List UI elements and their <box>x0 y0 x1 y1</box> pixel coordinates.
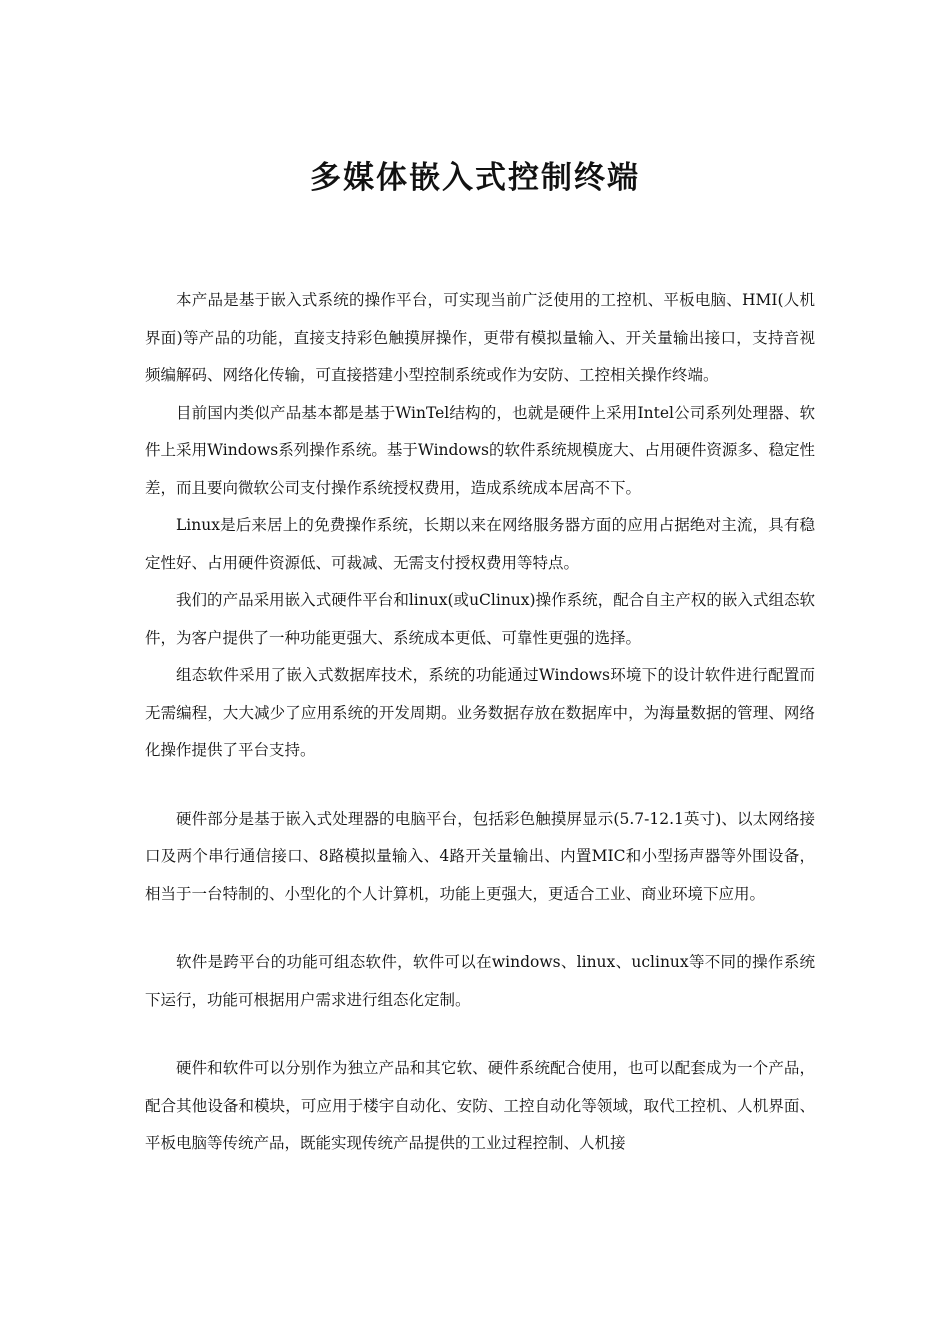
paragraph-software: 软件是跨平台的功能可组态软件，软件可以在windows、linux、uclinux等不同的操作系统下运行，功能可根据用户需求进行组态化定制。 <box>145 953 815 1009</box>
paragraph-wintel: 目前国内类似产品基本都是基于WinTel结构的，也就是硬件上采用Intel公司系列处理器、软件上采用Windows系列操作系统。基于Windows的软件系统规模庞大、占用硬件资源多、稳定性差，而且要向微软公司支付操作系统授权费用，造成系统成本居高不下。 <box>145 403 815 497</box>
paragraph-intro: 本产品是基于嵌入式系统的操作平台，可实现当前广泛使用的工控机、平板电脑、HMI(人机界面)等产品的功能，直接支持彩色触摸屏操作，更带有模拟量输入、开关量输出接口，支持音视频编解码、网络化传输，可直接搭建小型控制系统或作为安防、工控相关操作终端。 <box>145 291 815 384</box>
paragraph-config-software: 组态软件采用了嵌入式数据库技术，系统的功能通过Windows环境下的设计软件进行配置而无需编程，大大减少了应用系统的开发周期。业务数据存放在数据库中，为海量数据的管理、网络化操作提供了平台支持。 <box>145 666 815 759</box>
document-body <box>145 282 815 1163</box>
paragraph-spacer <box>145 913 815 944</box>
paragraph-our-product: 我们的产品采用嵌入式硬件平台和linux(或uClinux)操作系统，配合自主产权的嵌入式组态软件，为客户提供了一种功能更强大、系统成本更低、可靠性更强的选择。 <box>145 591 815 647</box>
paragraph-spacer <box>145 1019 815 1050</box>
paragraph-linux: Linux是后来居上的免费操作系统，长期以来在网络服务器方面的应用占据绝对主流，具有稳定性好、占用硬件资源低、可裁减、无需支付授权费用等特点。 <box>145 516 815 572</box>
paragraph-spacer <box>145 770 815 801</box>
paragraph-usage: 硬件和软件可以分别作为独立产品和其它软、硬件系统配合使用，也可以配套成为一个产品，配合其他设备和模块，可应用于楼宇自动化、安防、工控自动化等领域，取代工控机、人机界面、平板电脑等传统产品，既能实现传统产品提供的工业过程控制、人机接 <box>145 1059 815 1152</box>
paragraph-hardware: 硬件部分是基于嵌入式处理器的电脑平台，包括彩色触摸屏显示(5.7-12.1英寸)、以太网络接口及两个串行通信接口、8路模拟量输入、4路开关量输出、内置MIC和小型扬声器等外围设备，相当于一台特制的、小型化的个人计算机，功能上更强大，更适合工业、商业环境下应用。 <box>145 809 815 903</box>
document-title: 多媒体嵌入式控制终端 <box>310 160 640 196</box>
